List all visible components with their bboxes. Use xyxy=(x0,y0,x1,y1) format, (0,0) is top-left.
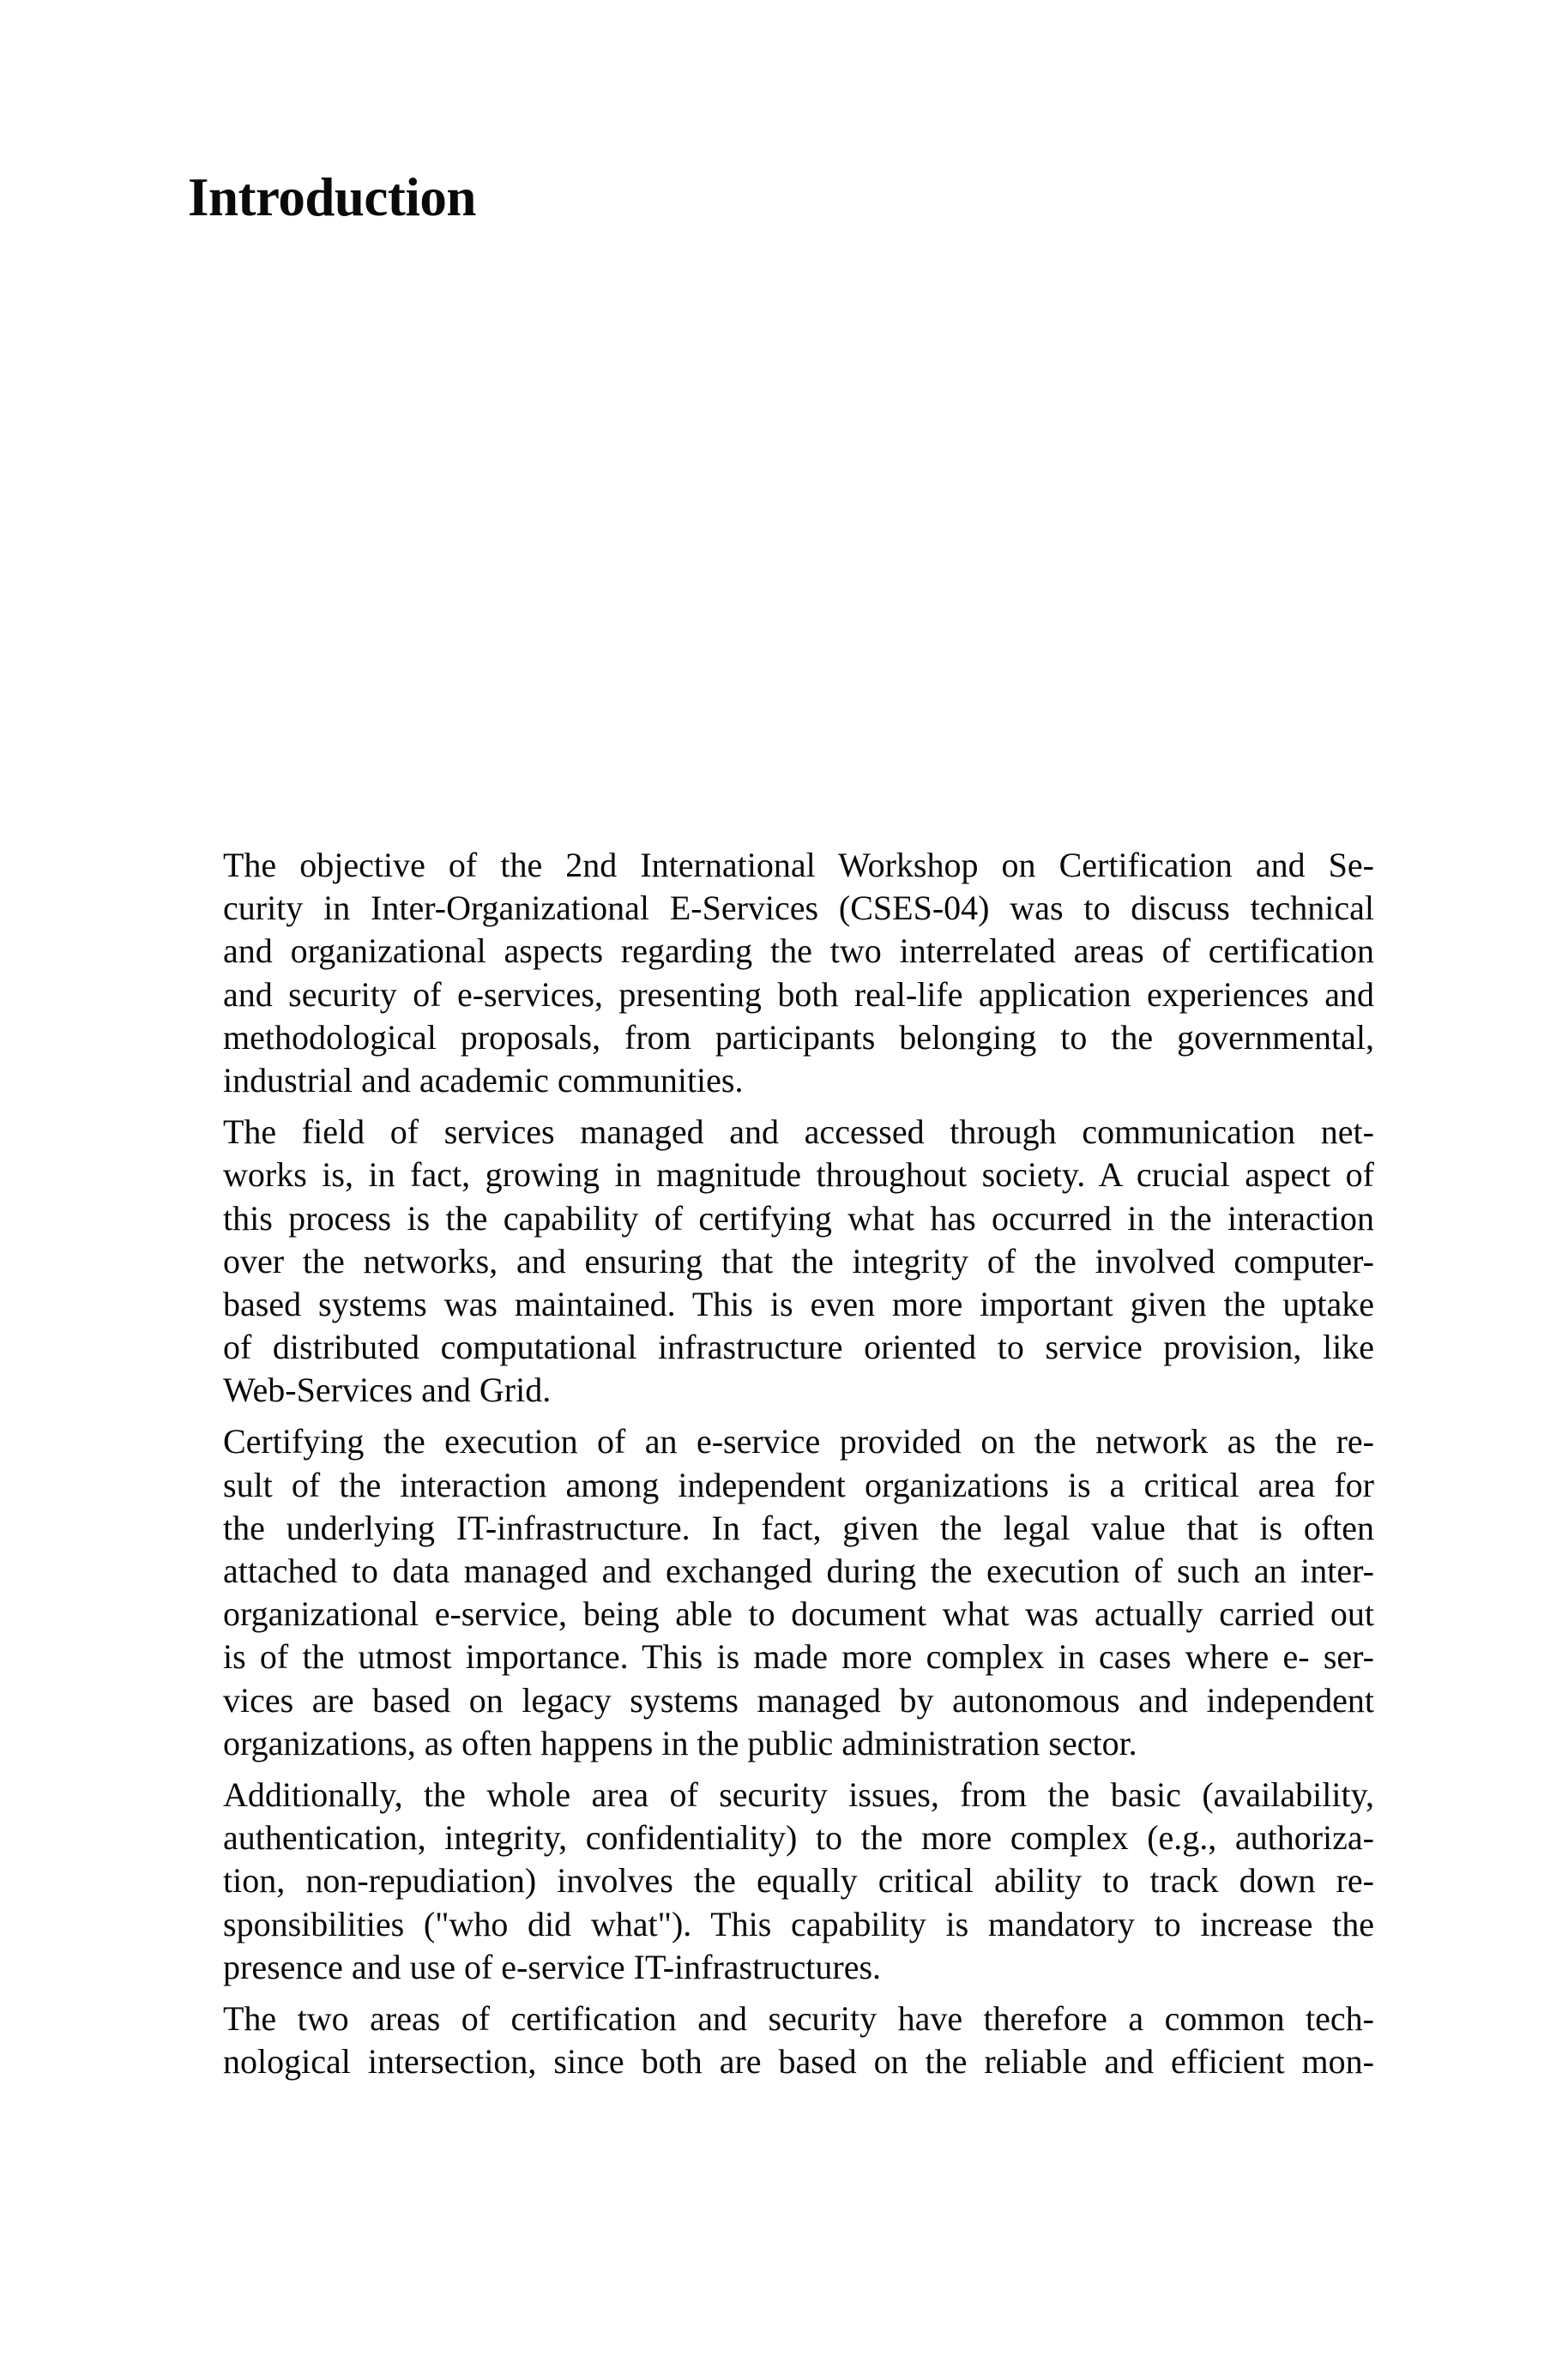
paragraph xyxy=(223,1774,1374,1989)
text-line: The field of services managed and accessed through communication net- xyxy=(223,1112,1374,1152)
text-line: organizations, as often happens in the public administration sector. xyxy=(223,1723,1137,1762)
text-line: Additionally, the whole area of security issues, from the basic (availability, xyxy=(223,1774,1374,1814)
text-line: and security of e-services, presenting both real-life application experiences and xyxy=(223,974,1374,1014)
text-line: of distributed computational infrastructure oriented to service provision, like xyxy=(223,1328,1374,1367)
text-line: The objective of the 2nd International Workshop on Certification and Se- xyxy=(223,846,1374,884)
text-line: sponsibilities ("who did what"). This capability is mandatory to increase the xyxy=(223,1904,1374,1943)
text-line: methodological proposals, from participants belonging to the governmental, xyxy=(223,1017,1374,1057)
text-line: Certifying the execution of an e-service provided on the network as the re- xyxy=(223,1422,1374,1461)
text-line: over the networks, and ensuring that the integrity of the involved computer- xyxy=(223,1241,1374,1280)
text-line: tion, non-repudiation) involves the equally critical ability to track down re- xyxy=(223,1861,1374,1901)
text-line: attached to data managed and exchanged during the execution of such an inter- xyxy=(223,1552,1374,1590)
text-line: based systems was maintained. This is even more important given the uptake xyxy=(223,1284,1374,1323)
text-line: vices are based on legacy systems managed by autonomous and independent xyxy=(223,1680,1374,1720)
paragraph xyxy=(223,1111,1374,1412)
text-line: is of the utmost importance. This is made more complex in cases where e- ser- xyxy=(223,1637,1374,1677)
paragraph xyxy=(223,1420,1374,1765)
text-line: the underlying IT-infrastructure. In fact, given the legal value that is often xyxy=(223,1508,1374,1547)
text-line: curity in Inter-Organizational E-Services (CSES-04) was to discuss technical xyxy=(223,889,1374,928)
text-line: industrial and academic communities. xyxy=(223,1060,744,1100)
text-line: and organizational aspects regarding the two interrelated areas of certification xyxy=(223,931,1374,971)
text-line: this process is the capability of certifying what has occurred in the interaction xyxy=(223,1198,1374,1238)
text-line: organizational e-service, being able to document what was actually carried out xyxy=(223,1594,1374,1634)
text-line: The two areas of certification and security have therefore a common tech- xyxy=(223,1998,1374,2038)
page-title: Introduction xyxy=(188,167,476,227)
text-line: Web-Services and Grid. xyxy=(223,1371,552,1410)
text-line: nological intersection, since both are based on the reliable and efficient mon- xyxy=(223,2042,1374,2082)
paragraph xyxy=(223,1997,1374,2083)
text-line: authentication, integrity, confidentiality) to the more complex (e.g., authoriza- xyxy=(223,1818,1374,1858)
body-text xyxy=(223,844,1374,2092)
text-line: works is, in fact, growing in magnitude throughout society. A crucial aspect of xyxy=(223,1155,1374,1195)
paragraph xyxy=(223,844,1374,1102)
text-line: sult of the interaction among independent organizations is a critical area for xyxy=(223,1465,1374,1504)
text-line: presence and use of e-service IT-infrastructures. xyxy=(223,1947,882,1986)
